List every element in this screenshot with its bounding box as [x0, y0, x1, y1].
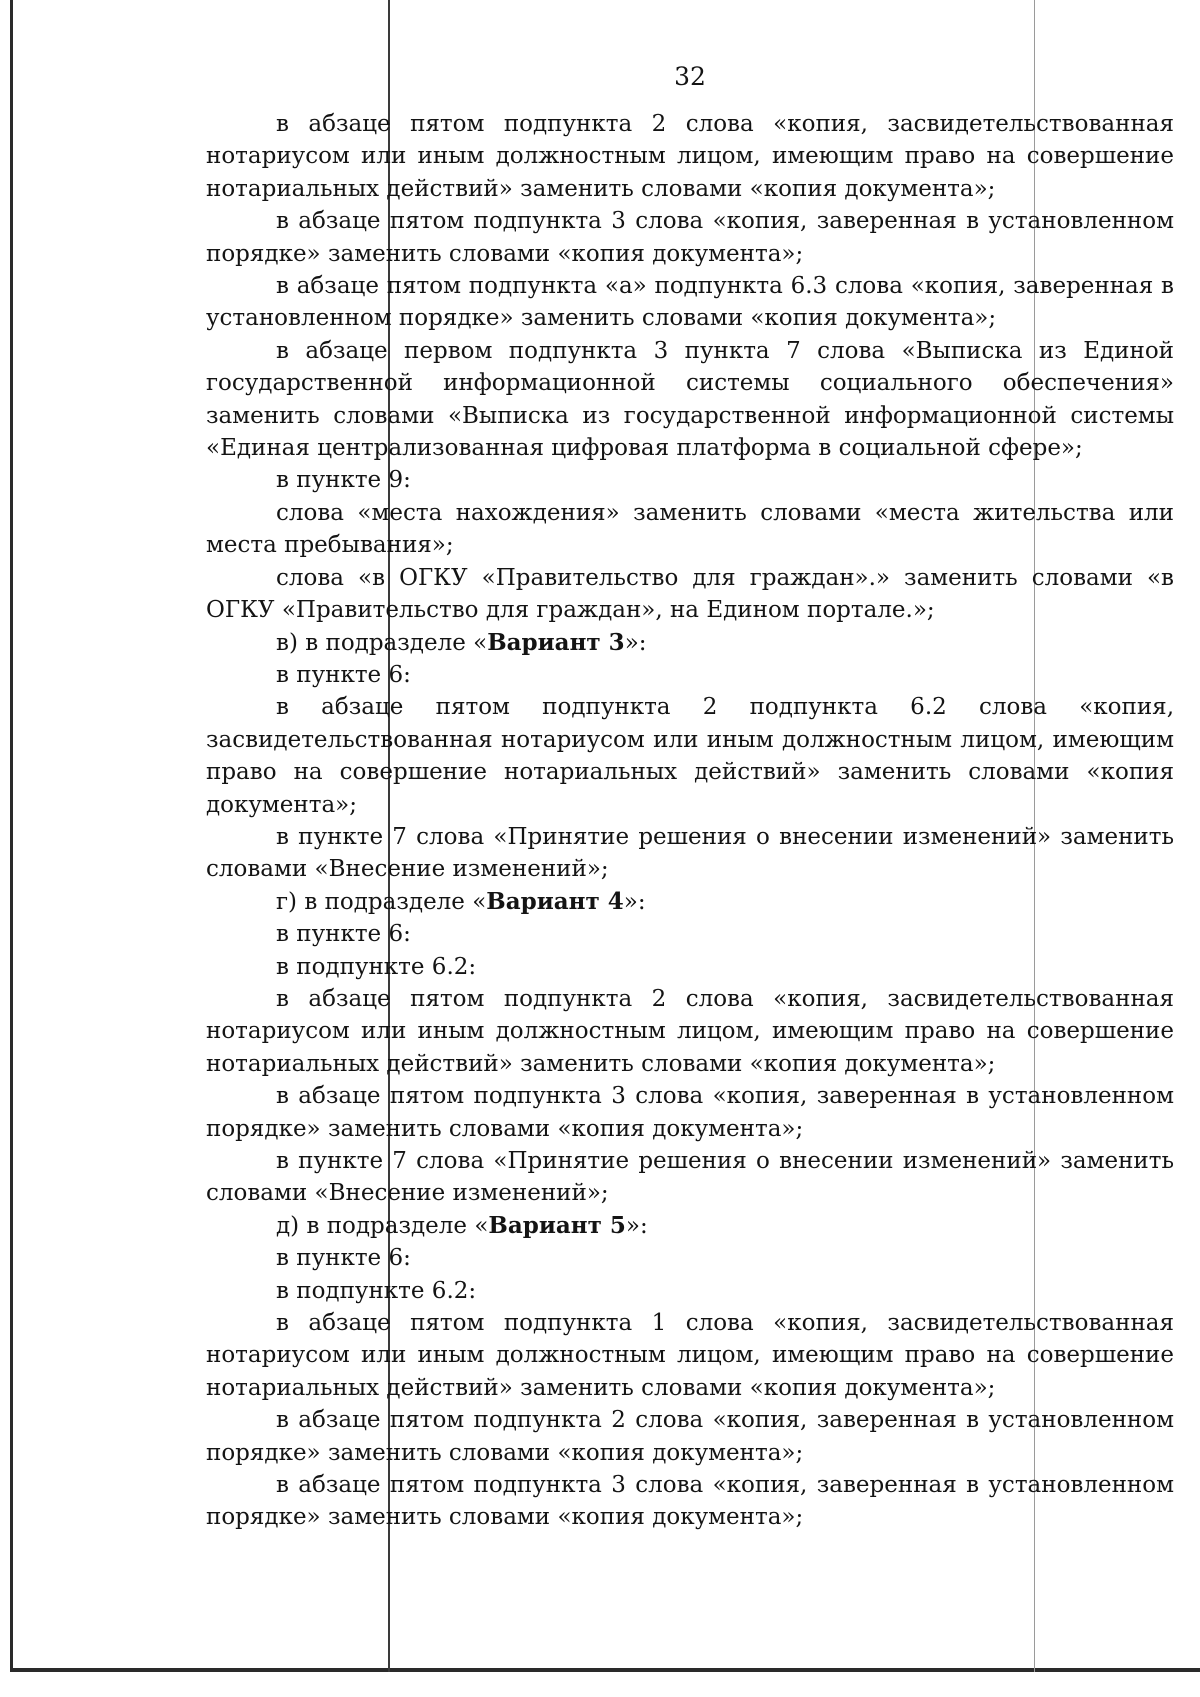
paragraph: [206, 464, 1174, 496]
paragraph-text-tail: »:: [624, 629, 647, 656]
scan-frame-left-edge: [10, 0, 13, 1672]
paragraph: [206, 1307, 1174, 1404]
subsection-title: Вариант 4: [486, 887, 624, 915]
paragraph: [206, 886, 1174, 918]
paragraph-text: в пункте 6:: [276, 661, 411, 688]
paragraph: [206, 691, 1174, 821]
paragraph: [206, 108, 1174, 205]
paragraph-text: в пункте 6:: [276, 1245, 411, 1272]
paragraph-text: в подпункте 6.2:: [276, 953, 477, 980]
paragraph-text: в подпункте 6.2:: [276, 1277, 477, 1304]
paragraph-text: в абзаце пятом подпункта 3 слова «копия, заверенная в установленном порядке» заменить словами «копия документа»;: [206, 1472, 1174, 1531]
paragraph: [206, 951, 1174, 983]
page-number: 32: [674, 62, 706, 91]
document-body: [206, 108, 1174, 1534]
paragraph-text: в абзаце пятом подпункта 2 подпункта 6.2 слова «копия, засвидетельствованная нотариусом или иным должностным лицом, имеющим право на совершение нотариальных действий» заменить словами «копия документа»;: [206, 694, 1174, 818]
paragraph-text: г) в подразделе «: [276, 888, 487, 915]
paragraph: [206, 1404, 1174, 1469]
paragraph: [206, 918, 1174, 950]
paragraph-text: слова «места нахождения» заменить словами «места жительства или места пребывания»;: [206, 499, 1174, 559]
paragraph-text: в абзаце пятом подпункта 3 слова «копия, заверенная в установленном порядке» заменить словами «копия документа»;: [206, 208, 1174, 267]
paragraph: [206, 1080, 1174, 1145]
paragraph: [206, 335, 1174, 465]
paragraph-text-tail: »:: [625, 1212, 648, 1239]
paragraph: [206, 1242, 1174, 1274]
scan-frame-bottom-edge: [10, 1668, 1200, 1672]
paragraph: [206, 270, 1174, 335]
paragraph-text: в абзаце пятом подпункта 1 слова «копия, засвидетельствованная нотариусом или иным должностным лицом, имеющим право на совершение нотариальных действий» заменить словами «копия документа»;: [206, 1310, 1174, 1401]
paragraph-text-tail: »:: [623, 888, 646, 915]
paragraph-text: в абзаце пятом подпункта 2 слова «копия, засвидетельствованная нотариусом или иным должностным лицом, имеющим право на совершение нотариальных действий» заменить словами «копия документа»;: [206, 985, 1174, 1077]
paragraph: [206, 497, 1174, 562]
paragraph: [206, 659, 1174, 691]
paragraph: [206, 983, 1174, 1080]
paragraph-text: в пункте 9:: [276, 467, 411, 494]
paragraph: [206, 205, 1174, 270]
paragraph-text: в абзаце первом подпункта 3 пункта 7 слова «Выписка из Единой государственной информационной системы социального обеспечения» заменить словами «Выписка из государственной информационной системы «Единая централизованная цифровая платформа в социальной сфере»;: [206, 337, 1174, 462]
paragraph-text: слова «в ОГКУ «Правительство для граждан».» заменить словами «в ОГКУ «Правительство для граждан», на Едином портале.»;: [206, 564, 1174, 624]
subsection-title: Вариант 3: [487, 628, 625, 656]
paragraph: [206, 627, 1174, 659]
paragraph: [206, 562, 1174, 627]
paragraph: [206, 1469, 1174, 1534]
paragraph-text: в пункте 6:: [276, 921, 411, 948]
paragraph: [206, 1145, 1174, 1210]
paragraph: [206, 1210, 1174, 1242]
paragraph-text: в) в подразделе «: [276, 629, 488, 656]
paragraph-text: в абзаце пятом подпункта 2 слова «копия, засвидетельствованная нотариусом или иным должностным лицом, имеющим право на совершение нотариальных действий» заменить словами «копия документа»;: [206, 111, 1174, 202]
paragraph-text: в абзаце пятом подпункта «а» подпункта 6.3 слова «копия, заверенная в установленном порядке» заменить словами «копия документа»;: [206, 273, 1174, 332]
subsection-title: Вариант 5: [488, 1211, 626, 1239]
paragraph-text: в абзаце пятом подпункта 2 слова «копия, заверенная в установленном порядке» заменить словами «копия документа»;: [206, 1407, 1174, 1466]
paragraph: [206, 1275, 1174, 1307]
paragraph: [206, 821, 1174, 886]
paragraph-text: в пункте 7 слова «Принятие решения о внесении изменений» заменить словами «Внесение изменений»;: [206, 1148, 1174, 1207]
paragraph-text: в абзаце пятом подпункта 3 слова «копия, заверенная в установленном порядке» заменить словами «копия документа»;: [206, 1083, 1174, 1142]
paragraph-text: д) в подразделе «: [276, 1212, 489, 1239]
paragraph-text: в пункте 7 слова «Принятие решения о внесении изменений» заменить словами «Внесение изменений»;: [206, 823, 1174, 883]
